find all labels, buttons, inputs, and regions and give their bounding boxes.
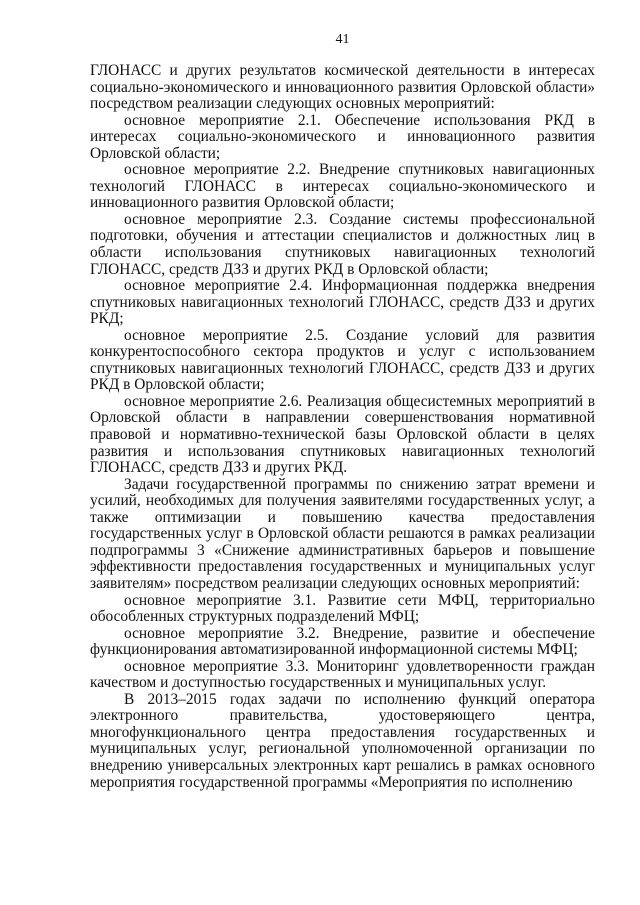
- paragraph-measure-2-5: основное мероприятие 2.5. Создание условий для развития конкурентоспособного сектора продуктов и услуг с использованием спутниковых навигационных технологий ГЛОНАСС, средств ДЗЗ и других РКД в Орловской области;: [90, 326, 595, 394]
- paragraph-measure-2-3: основное мероприятие 2.3. Создание системы профессиональной подготовки, обучения и аттестации специалистов и должностных лиц в области использования спутниковых навигационных технологий ГЛОНАСС, средств ДЗЗ и других РКД в Орловской области;: [90, 210, 595, 278]
- paragraph-measure-2-2: основное мероприятие 2.2. Внедрение спутниковых навигационных технологий ГЛОНАСС в интересах социально-экономического и инновационного развития Орловской области;: [90, 161, 595, 212]
- document-page: [90, 0, 595, 905]
- paragraph-2013-2015: В 2013–2015 годах задачи по исполнению функций оператора электронного правительства, удостоверяющего центра, многофункционального центра предоставления государственных и муниципальных услуг, региональной уполномоченной организации по внедрению универсальных электронных карт решались в рамках основного мероприятия государственной программы «Мероприятия по исполнению: [90, 690, 595, 791]
- page-number: 41: [335, 32, 350, 47]
- paragraph-continuation: ГЛОНАСС и других результатов космической деятельности в интересах социально-экономического и инновационного развития Орловской области» посредством реализации следующих основных мероприятий:: [90, 62, 595, 113]
- paragraph-measure-2-4: основное мероприятие 2.4. Информационная поддержка внедрения спутниковых навигационных технологий ГЛОНАСС, средств ДЗЗ и других РКД;: [90, 277, 595, 328]
- paragraph-measure-2-1: основное мероприятие 2.1. Обеспечение использования РКД в интересах социально-экономического и инновационного развития Орловской области;: [90, 111, 595, 162]
- document-body: [90, 63, 595, 791]
- paragraph-measure-2-6: основное мероприятие 2.6. Реализация общесистемных мероприятий в Орловской области в направлении совершенствования нормативной правовой и нормативно-технической базы Орловской области в целях развития и использования спутниковых навигационных технологий ГЛОНАСС, средств ДЗЗ и других РКД.: [90, 392, 595, 477]
- paragraph-subprogram-3: Задачи государственной программы по снижению затрат времени и усилий, необходимых для получения заявителями государственных услуг, а также оптимизации и повышению качества предоставления государственных услуг в Орловской области решаются в рамках реализации подпрограммы 3 «Снижение административных барьеров и повышение эффективности предоставления государственных и муниципальных услуг заявителям» посредством реализации следующих основных мероприятий:: [90, 475, 595, 592]
- paragraph-measure-3-2: основное мероприятие 3.2. Внедрение, развитие и обеспечение функционирования автоматизированной информационной системы МФЦ;: [90, 624, 595, 659]
- paragraph-measure-3-3: основное мероприятие 3.3. Мониторинг удовлетворенности граждан качеством и доступностью государственных и муниципальных услуг.: [90, 657, 595, 692]
- paragraph-measure-3-1: основное мероприятие 3.1. Развитие сети МФЦ, территориально обособленных структурных подразделений МФЦ;: [90, 591, 595, 626]
